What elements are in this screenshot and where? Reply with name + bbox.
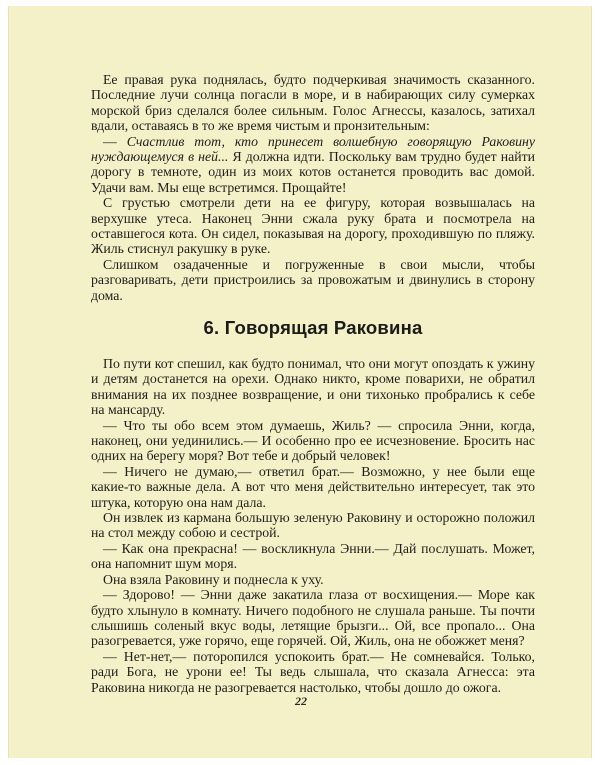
paragraph: — Ничего не думаю,— ответил брат.— Возможно, у нее были еще какие-то важные дела. А вот что меня действительно интересует, так это штука, которую она нам дала. [91, 463, 535, 510]
text-block-top [91, 72, 535, 303]
paragraph: Она взяла Раковину и поднесла к уху. [103, 571, 324, 587]
text-block-bottom [91, 356, 535, 695]
paragraph: По пути кот спешил, как будто понимал, что они могут опоздать к ужину и детям достанется на орехи. Однако никто, кроме поварихи, не обратил внимания на их позднее возвращение, и они тихонько пробрались к себе на мансарду. [91, 356, 535, 418]
paragraph: — Как она прекрасна! — воскликнула Энни.— Дай послушать. Может, она напомнит шум моря. [91, 540, 535, 572]
book-page [8, 6, 592, 758]
paragraph: С грустью смотрели дети на ее фигуру, которая возвышалась на верхушке утеса. Наконец Энни сжала руку брата и посмотрела на оставшегося кота. Он сидел, показывая на дорогу, проходившую по пляжу. Жиль стиснул ракушку в руке. [91, 195, 535, 257]
chapter-heading: 6. Говорящая Раковина [203, 317, 423, 338]
paragraph: — Что ты обо всем этом думаешь, Жиль? — спросила Энни, когда, наконец, они уединились.— И особенно про ее исчезновение. Бросить нас одних на берегу моря? Вот тебе и добрый человек! [91, 417, 535, 464]
paragraph [91, 134, 535, 196]
paragraph: Он извлек из кармана большую зеленую Раковину и осторожно положил на стол между собою и сестрой. [91, 510, 535, 541]
paragraph: — Нет-нет,— поторопился успокоить брат.— Не сомневайся. Только, ради Бога, не урони ее! Ты ведь слышала, что сказала Агнесса: эта Раковина никогда не разогревается настолько, чтобы дошло до ожога. [91, 648, 535, 695]
paragraph-continuation: Я должна идти. Поскольку вам трудно будет найти дорогу в темноте, один из моих котов останется проводить вас домой. Удачи вам. Мы еще встретимся. Прощайте! [91, 149, 536, 195]
page-number: 22 [295, 694, 307, 708]
paragraph: — Здорово! — Энни даже закатила глаза от восхищения.— Море как будто хлынуло в комнату. Ничего подобного не слушала раньше. Ты почти слышишь соленый вкус воды, летящие брызги... Ой, все пропало... Она разогревается, уже горячо, еще горячей. Ой, Жиль, она не обожжет меня? [91, 587, 535, 649]
paragraph: Слишком озадаченные и погруженные в свои мысли, чтобы разговаривать, дети пристроились за провожатым и двинулись в сторону дома. [91, 256, 535, 303]
italic-quote: Счастлив тот, кто принесет волшебную говорящую Раковину нуждающемуся в ней... [91, 133, 535, 165]
dialogue-dash: — [103, 133, 127, 149]
paragraph: Ее правая рука поднялась, будто подчеркивая значимость сказанного. Последние лучи солнца погасли в море, и в набирающих силу сумерках морской бриз сделался более сильным. Голос Агнессы, казалось, затихал вдали, оставаясь в то же время чистым и пронзительным: [91, 72, 535, 134]
